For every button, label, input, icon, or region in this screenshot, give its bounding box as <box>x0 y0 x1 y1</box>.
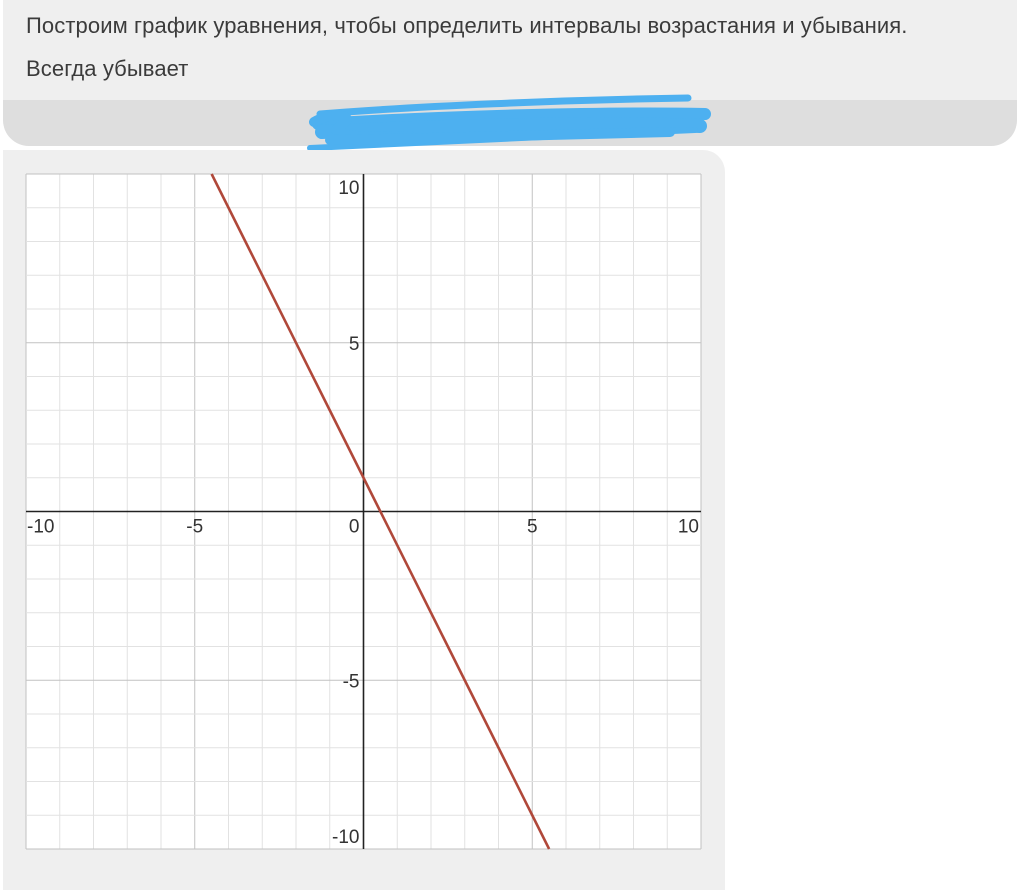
function-graph <box>3 150 725 876</box>
y-tick-label: 5 <box>348 333 360 355</box>
x-tick-label: -10 <box>27 516 55 538</box>
graph-card <box>3 150 725 890</box>
y-tick-label: -5 <box>342 671 360 693</box>
x-tick-label: -5 <box>186 516 204 538</box>
x-tick-label: 5 <box>526 516 538 538</box>
message-text: Построим график уравнения, чтобы определить интервалы возрастания и убывания. <box>26 13 908 38</box>
message-answer: Всегда убывает <box>26 56 189 81</box>
x-tick-label: 0 <box>348 516 360 538</box>
y-tick-label: 10 <box>338 178 360 199</box>
x-tick-label: 10 <box>677 516 699 538</box>
y-tick-label: -10 <box>332 827 360 848</box>
redaction-scribble <box>300 92 730 158</box>
